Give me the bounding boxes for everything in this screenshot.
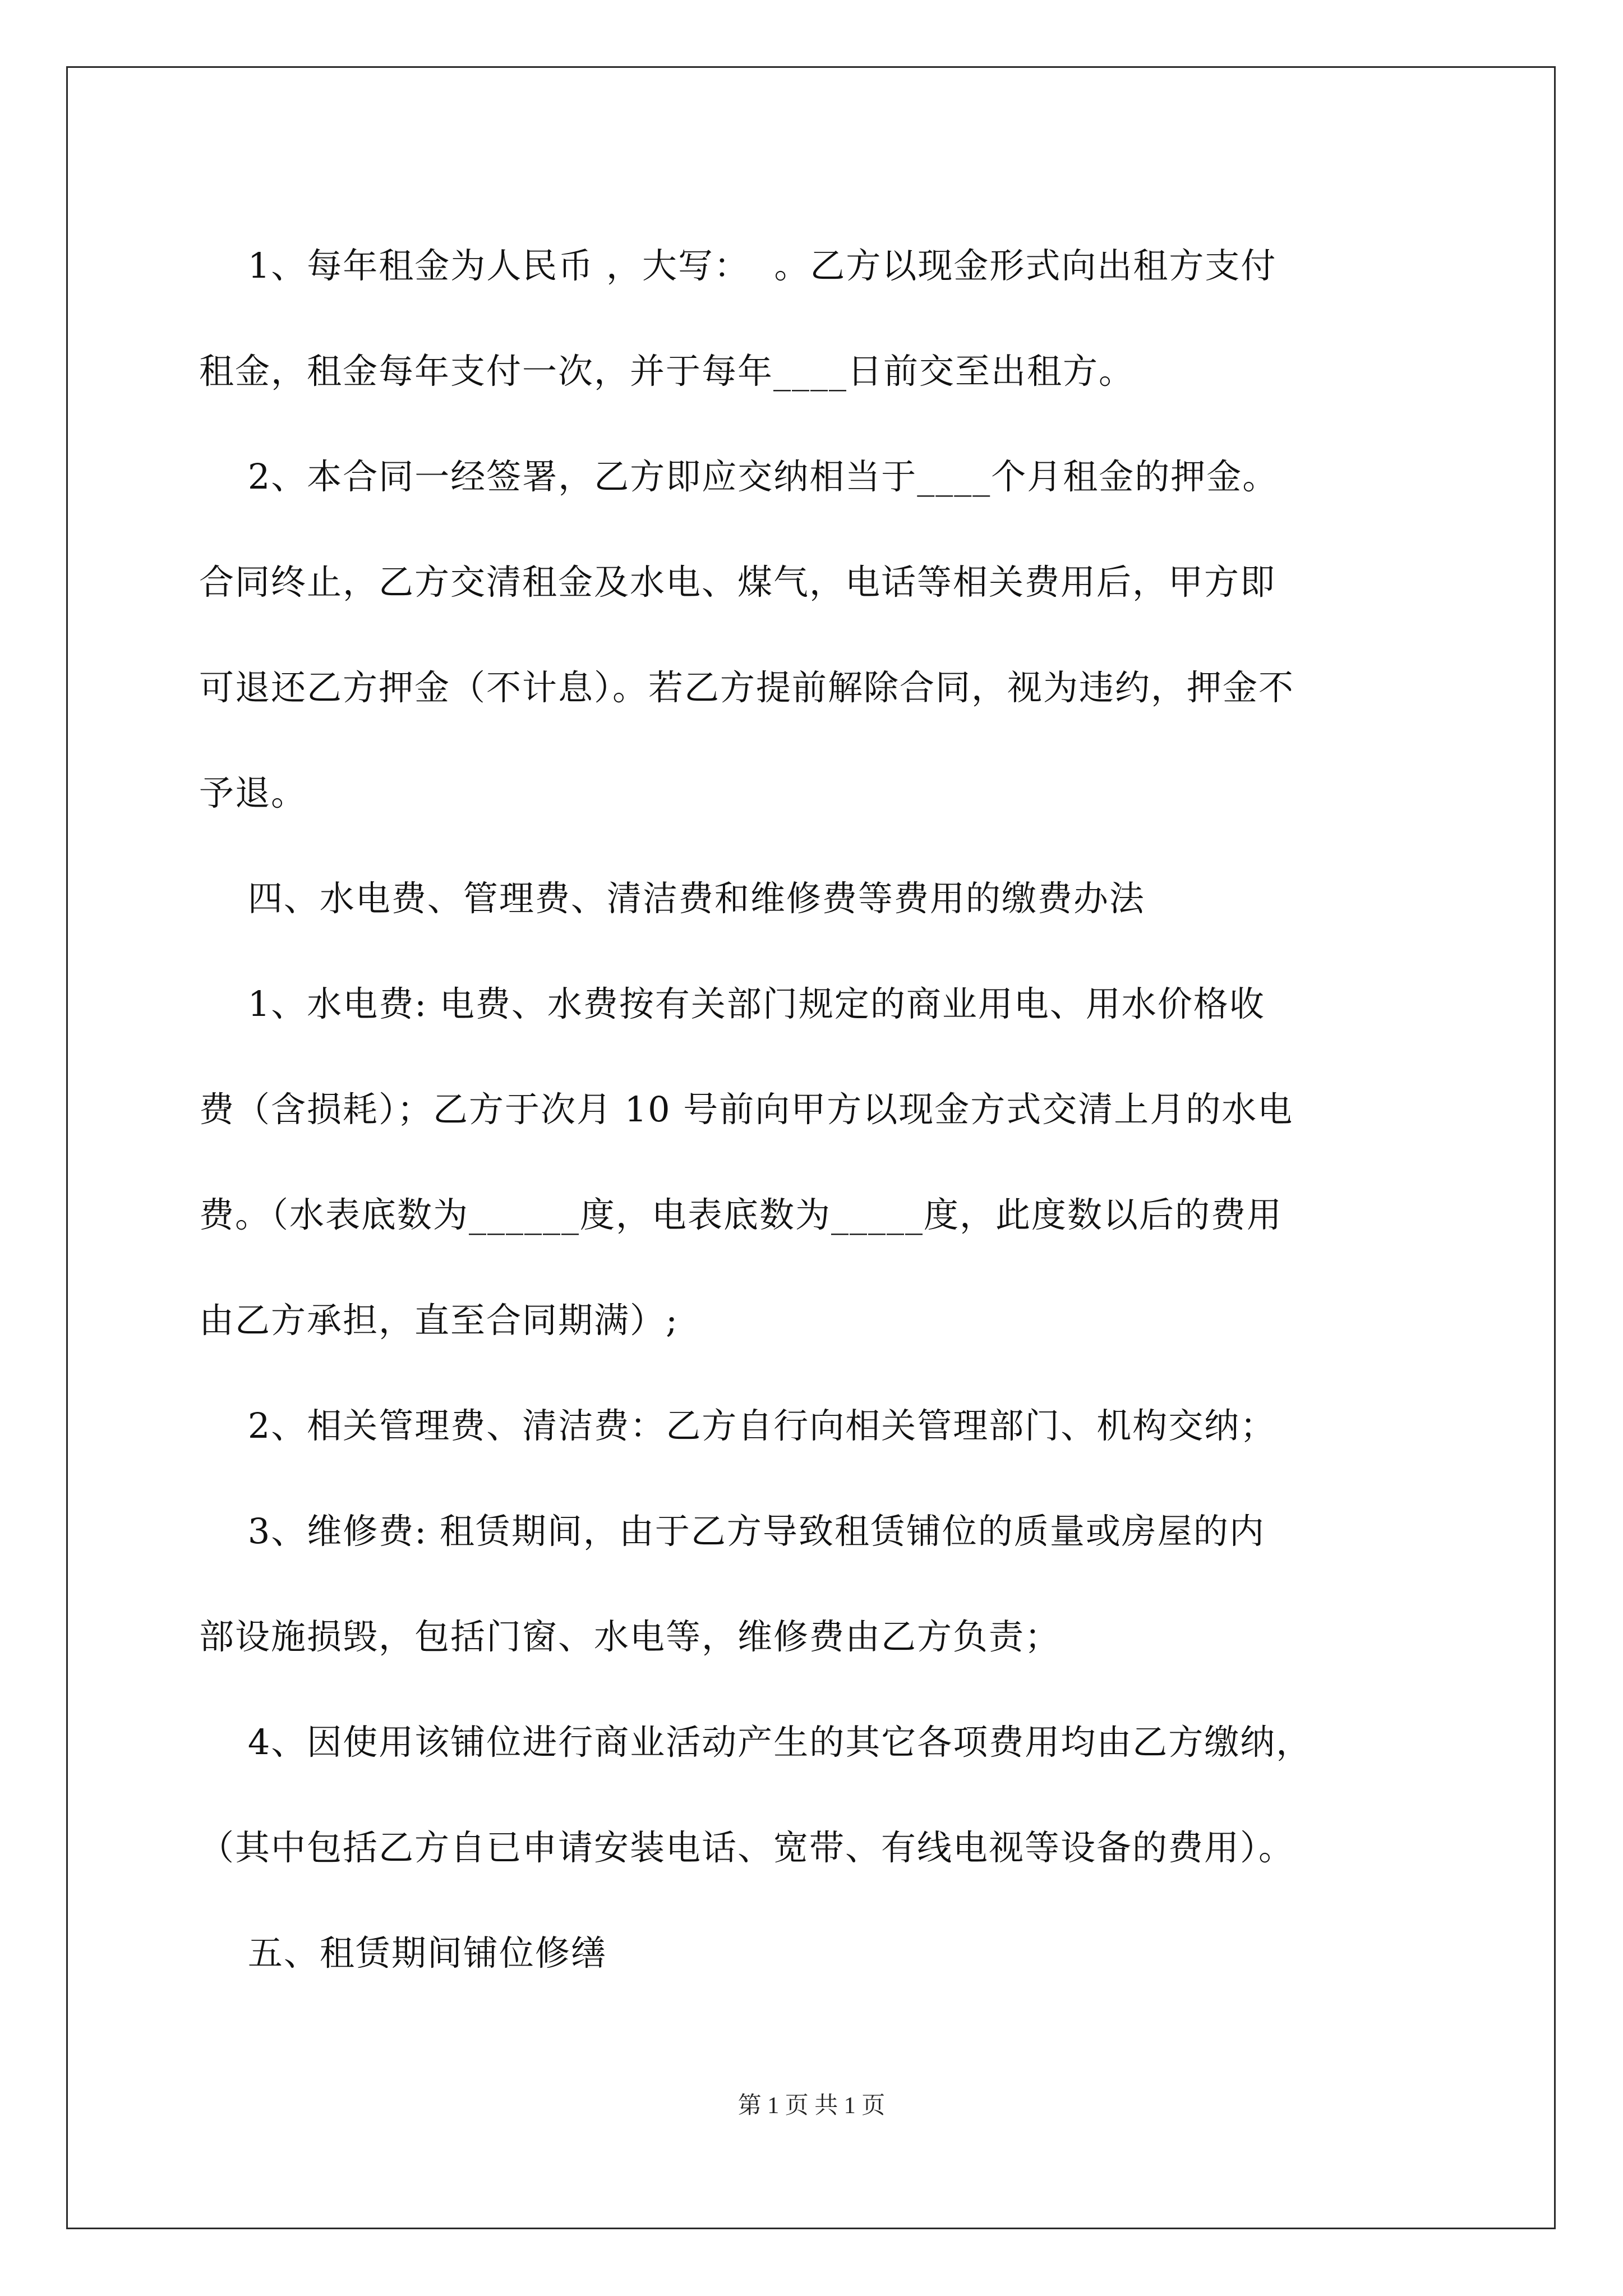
text-line: 2、相关管理费、清洁费：乙方自行向相关管理部门、机构交纳； [199,1405,1276,1446]
text-line: 可退还乙方押金（不计息）。若乙方提前解除合同，视为违约，押金不 [199,667,1295,708]
text-line: （其中包括乙方自已申请安装电话、宽带、有线电视等设备的费用）。 [199,1827,1295,1868]
text-line: 3、维修费: 租赁期间，由于乙方导致租赁铺位的质量或房屋的内 [199,1511,1265,1552]
text-line: 予退。 [199,772,307,813]
text-line: 费（含损耗）；乙方于次月 10 号前向甲方以现金方式交清上月的水电 [199,1089,1294,1130]
text-line: 费。（水表底数为______度，电表底数为_____度，此度数以后的费用 [199,1194,1283,1235]
text-line: 租金，租金每年支付一次，并于每年____日前交至出租方。 [199,351,1135,392]
text-line: 部设施损毁，包括门窗、水电等，维修费由乙方负责； [199,1616,1061,1657]
text-line: 1、每年租金为人民币 ，大写： 。乙方以现金形式向出租方支付 [199,245,1277,286]
text-line: 1、水电费: 电费、水费按有关部门规定的商业用电、用水价格收 [199,983,1265,1024]
text-line: 2、本合同一经签署，乙方即应交纳相当于____个月租金的押金。 [199,456,1279,497]
section-heading: 五、租赁期间铺位修缮 [199,1932,607,1973]
document-body [199,213,1433,2006]
section-heading: 四、水电费、管理费、清洁费和维修费等费用的缴费办法 [199,878,1145,919]
text-line: 由乙方承担，直至合同期满）; [199,1300,679,1341]
text-line: 4、因使用该铺位进行商业活动产生的其它各项费用均由乙方缴纳， [199,1722,1312,1763]
page-number-footer: 第 1 页 共 1 页 [737,2093,886,2119]
text-line: 合同终止，乙方交清租金及水电、煤气，电话等相关费用后，甲方即 [199,562,1276,602]
